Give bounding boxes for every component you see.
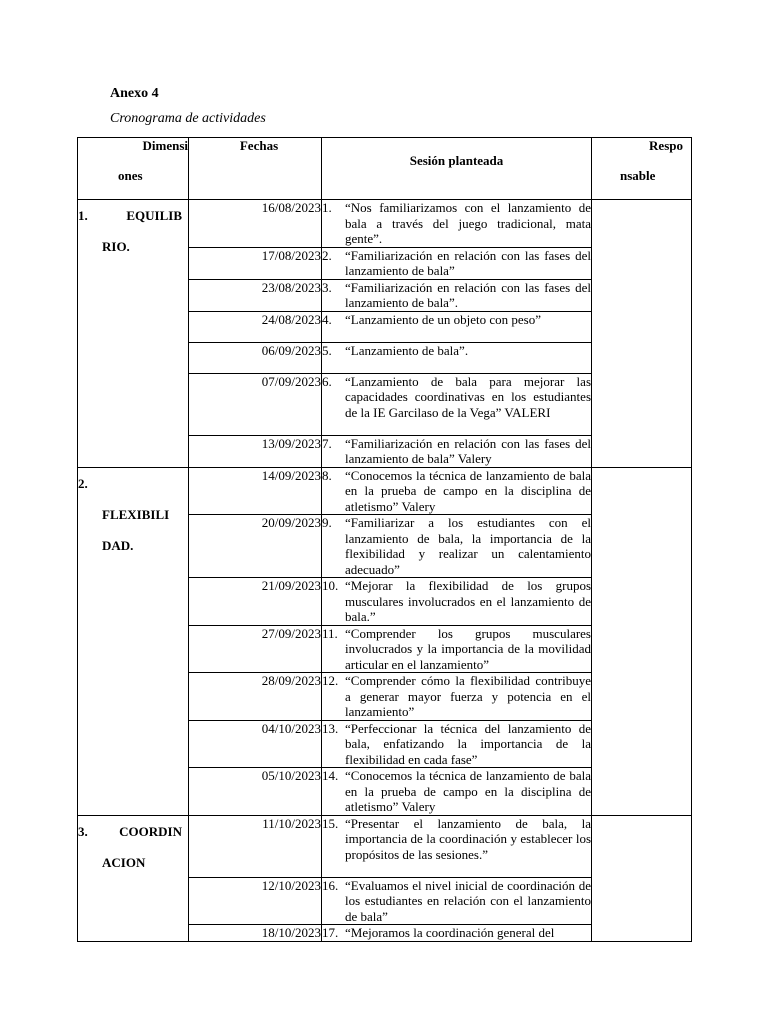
session-text: “Familiarización en relación con las fases del lanzamiento de bala” <box>345 247 591 278</box>
session-cell <box>322 467 592 515</box>
session-cell <box>322 373 592 435</box>
session-number: 6. <box>322 373 332 389</box>
session-text: “Conocemos la técnica de lanzamiento de bala en la prueba de campo en la disciplina de atletismo” Valery <box>345 467 591 514</box>
header-sesion: Sesión planteada <box>322 138 592 200</box>
session-number: 4. <box>322 311 332 327</box>
header-fechas: Fechas <box>189 138 322 200</box>
session-cell <box>322 279 592 311</box>
date-cell: 05/10/2023 <box>189 768 322 816</box>
date-cell: 11/10/2023 <box>189 815 322 877</box>
session-text: “Comprender los grupos musculares involucrados y la importancia de la movilidad articular en el lanzamiento” <box>345 625 591 672</box>
session-number: 7. <box>322 435 332 451</box>
session-cell <box>322 342 592 373</box>
dimension-name: EQUILIB <box>126 208 182 223</box>
responsable-cell <box>592 815 692 941</box>
session-cell <box>322 311 592 342</box>
header-dimensiones: Dimensi ones <box>78 138 189 200</box>
dimension-name <box>102 468 188 499</box>
session-number: 3. <box>322 279 332 295</box>
session-text: “Presentar el lanzamiento de bala, la importancia de la coordinación y establecer los propósitos de las sesiones.” <box>345 815 591 862</box>
dimension-name: DAD. <box>102 537 134 553</box>
session-cell <box>322 200 592 248</box>
session-text: “Familiarizar a los estudiantes con el lanzamiento de bala, la importancia de la flexibilidad y realizar un calentamiento adecuado” <box>345 515 591 577</box>
session-text: “Lanzamiento de bala para mejorar las capacidades coordinativas en los estudiantes de la IE Garcilaso de la Vega” VALERI <box>345 373 591 420</box>
dimension-number: 3. <box>78 823 88 839</box>
dimension-number: 2. <box>78 475 88 491</box>
session-number: 16. <box>322 877 339 893</box>
session-cell <box>322 768 592 816</box>
session-number: 2. <box>322 247 332 263</box>
session-number: 8. <box>322 467 332 483</box>
dimension-name: ACION <box>102 854 146 870</box>
session-cell <box>322 578 592 626</box>
session-text: “Conocemos la técnica de lanzamiento de bala en la prueba de campo en la disciplina de atletismo” Valery <box>345 768 591 814</box>
date-cell: 04/10/2023 <box>189 720 322 768</box>
dimension-name: RIO. <box>102 239 130 254</box>
header-responsable: Respo nsable <box>592 138 692 200</box>
table-row <box>78 467 692 515</box>
session-number: 10. <box>322 578 339 593</box>
date-cell: 17/08/2023 <box>189 247 322 279</box>
session-number: 14. <box>322 768 339 783</box>
date-cell: 16/08/2023 <box>189 200 322 248</box>
session-text: “Comprender cómo la flexibilidad contribuye a generar mayor fuerza y potencia en el lanzamiento” <box>345 673 591 719</box>
dimension-number: 1. <box>78 208 88 223</box>
session-cell <box>322 247 592 279</box>
session-text: “Lanzamiento de un objeto con peso” <box>345 311 542 327</box>
session-cell <box>322 925 592 942</box>
table-row <box>78 200 692 248</box>
dimension-cell <box>78 815 189 941</box>
date-cell: 06/09/2023 <box>189 342 322 373</box>
table-header-row <box>78 138 692 200</box>
date-cell: 18/10/2023 <box>189 925 322 942</box>
date-cell: 12/10/2023 <box>189 877 322 925</box>
responsable-cell <box>592 467 692 815</box>
date-cell: 20/09/2023 <box>189 515 322 578</box>
session-text: “Mejoramos la coordinación general del <box>345 925 555 940</box>
date-cell: 13/09/2023 <box>189 435 322 467</box>
responsable-cell <box>592 200 692 468</box>
session-number: 13. <box>322 720 339 736</box>
session-cell <box>322 515 592 578</box>
session-cell <box>322 815 592 877</box>
dimension-name: COORDIN <box>119 823 182 839</box>
session-cell <box>322 877 592 925</box>
dimension-cell <box>78 467 189 815</box>
session-text: “Mejorar la flexibilidad de los grupos musculares involucrados en el lanzamiento de bala.” <box>345 578 591 624</box>
session-number: 11. <box>322 625 338 641</box>
date-cell: 27/09/2023 <box>189 625 322 673</box>
session-number: 17. <box>322 925 339 940</box>
date-cell: 07/09/2023 <box>189 373 322 435</box>
session-text: “Familiarización en relación con las fases del lanzamiento de bala”. <box>345 279 591 310</box>
session-text: “Nos familiarizamos con el lanzamiento de bala a través del juego tradicional, mata gente”. <box>345 200 591 246</box>
date-cell: 14/09/2023 <box>189 467 322 515</box>
session-text: “Perfeccionar la técnica del lanzamiento de bala, enfatizando la importancia de la flexibilidad en cada fase” <box>345 720 591 767</box>
date-cell: 28/09/2023 <box>189 673 322 721</box>
date-cell: 23/08/2023 <box>189 279 322 311</box>
session-text: “Familiarización en relación con las fases del lanzamiento de bala” Valery <box>345 435 591 466</box>
date-cell: 21/09/2023 <box>189 578 322 626</box>
session-cell <box>322 720 592 768</box>
session-number: 15. <box>322 815 339 831</box>
annex-title: Anexo 4 <box>110 86 159 101</box>
session-cell <box>322 673 592 721</box>
dimension-name: FLEXIBILI <box>102 506 170 522</box>
session-number: 9. <box>322 515 332 530</box>
session-text: “Lanzamiento de bala”. <box>345 342 469 358</box>
session-number: 12. <box>322 673 339 688</box>
session-number: 5. <box>322 342 332 358</box>
table-row <box>78 815 692 877</box>
dimension-cell <box>78 200 189 468</box>
annex-subtitle: Cronograma de actividades <box>110 111 266 126</box>
schedule-table <box>77 137 692 942</box>
session-text: “Evaluamos el nivel inicial de coordinación de los estudiantes en relación con el lanzamiento de bala” <box>345 877 591 924</box>
date-cell: 24/08/2023 <box>189 311 322 342</box>
session-cell <box>322 435 592 467</box>
session-cell <box>322 625 592 673</box>
session-number: 1. <box>322 200 332 215</box>
